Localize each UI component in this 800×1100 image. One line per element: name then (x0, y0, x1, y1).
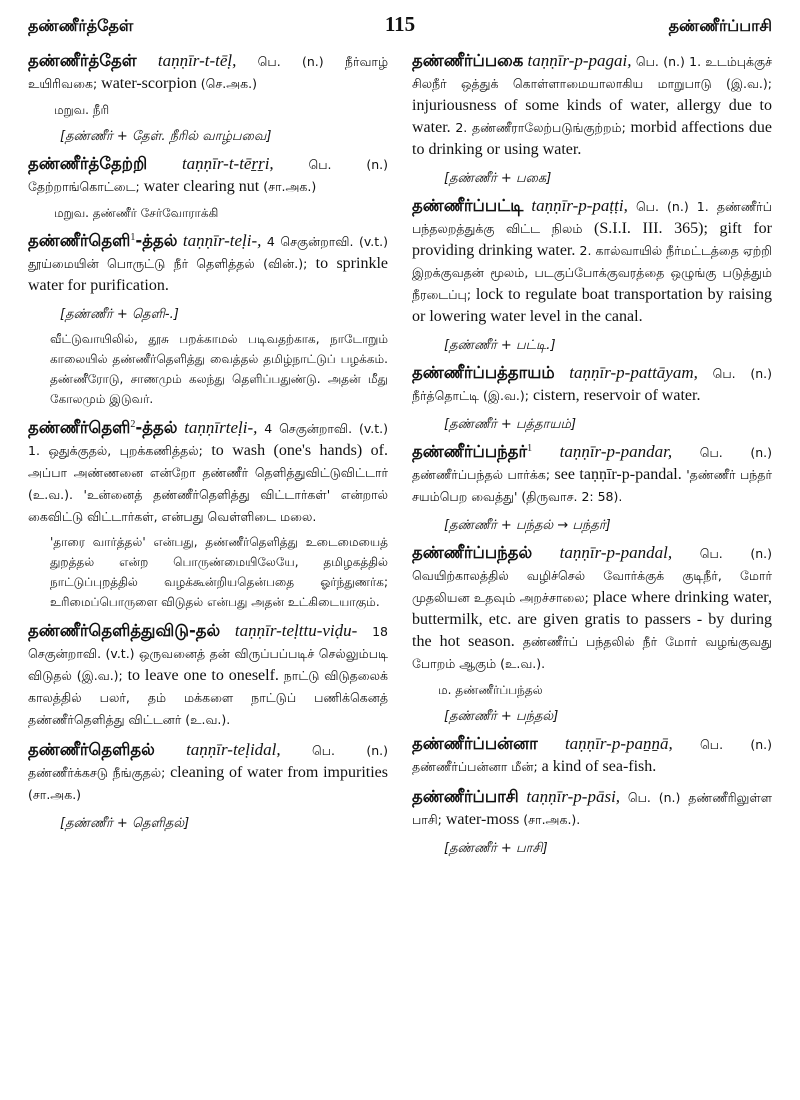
headword-suffix: -த்தல் (135, 231, 178, 250)
transliteration: taṇṇīr-p-pagai, (527, 51, 632, 70)
english-gloss: water-scorpion (101, 75, 201, 92)
etymology: [தண்ணீர் + தெளி-.] (60, 307, 179, 322)
headword: தண்ணீர்ப்பட்டி (412, 196, 524, 215)
headword: தண்ணீர்ப்பன்னா (412, 734, 538, 753)
etymology: [தண்ணீர் + பட்டி.] (444, 338, 556, 353)
dictionary-entry (28, 417, 388, 612)
headword: தண்ணீர்ப்பத்தாயம் (412, 363, 555, 382)
headword-suffix: -த்தல் (135, 418, 178, 437)
variant-form: ம. தண்ணீர்ப்பந்தல் (438, 683, 543, 697)
etymology: [தண்ணீர் + தெளிதல்] (60, 816, 190, 831)
headword: தண்ணீர்தெளித்துவிடு-தல் (28, 621, 221, 640)
dictionary-entry (28, 50, 388, 145)
homonym-number: 1 (527, 442, 533, 454)
usage-note: 'தாரை வார்த்தல்' என்பது, தண்ணீர்தெளித்து உடைமையைத் துறத்தல் என்ற பொருண்மையிலேயே, தமிழகத்தில் நாட்டுப்புறத்தில் வழக்கூன்றியதென்பதை ஓர்ந்துணர்க; உரிமைப்பொருளை விடுதல் என்பது அதன் உட்கிடையாகும். (50, 535, 388, 609)
dictionary-entry (28, 153, 388, 222)
tamil-text: (சா.அக.). (523, 812, 581, 827)
english-gloss: lock to regulate boat transportation by raising or lowering water level in the canal. (412, 286, 773, 325)
entry-definition (28, 417, 388, 528)
english-gloss: water-moss (445, 811, 524, 828)
tamil-text: தண்ணீர்ப் பந்தலில் நீர் மோர் வழங்குவது போறம் ஆகும் (உ.வ.). (412, 634, 773, 671)
tamil-text: பெ. (n.) தண்ணீரிலுள்ள பாசி; (412, 790, 772, 827)
dictionary-entry (412, 50, 772, 187)
english-gloss: water clearing nut (143, 178, 264, 195)
english-gloss: (S.I.I. III. 365); gift for providing drinking water. (412, 220, 773, 259)
transliteration: taṇṇīr-t-tēṟṟi, (181, 154, 274, 173)
transliteration: taṇṇīr-p-pattāyam, (569, 363, 698, 382)
tamil-text: 18 செகுன்றாவி. (v.t.) ஒருவனைத் தன் விருப்பப்படிச் செல்லும்படி விடுதல் (இ.வ.); (28, 624, 388, 683)
running-head-left: தண்ணீர்த்தேள் (28, 16, 134, 35)
transliteration: taṇṇīr-t-tēḷ, (157, 51, 237, 70)
transliteration: taṇṇīr-teḷi-, (182, 231, 262, 250)
tamil-text: பெ. (n.) 1. உடம்புக்குச் சிலநீர் ஒத்துக் கொள்ளாமையாலாகிய மாறுபாடு (இ.வ.); (412, 54, 773, 91)
entry-definition (28, 739, 388, 806)
etymology: [தண்ணீர் + பந்தல் → பந்தர்] (444, 518, 611, 533)
tamil-text: 4 செகுன்றாவி. (v.t.) தூய்மையின் பொருட்டு நீர் தெளித்தல் (வின்.); (28, 234, 388, 271)
dictionary-entry (412, 362, 772, 433)
tamil-text: பெ. (n.) வெயிற்காலத்தில் வழிச்செல் வோர்க்குக் குடிநீர், மோர் முதலியன உதவும் அறச்சாலை; (412, 546, 773, 605)
tamil-text: பெ. (n.) தண்ணீர்ப்பந்தல் பார்க்க; (412, 445, 772, 482)
etymology: [தண்ணீர் + தேள். நீரில் வாழ்பவை] (60, 129, 272, 144)
dictionary-entry (412, 441, 772, 534)
entry-definition (412, 50, 772, 161)
dictionary-entry (412, 733, 772, 778)
tamil-text: அப்பா அண்ணனை என்றோ தண்ணீர் தெளித்துவிட்டுவிட்டார் (உ.வ.). 'உன்னைத் தண்ணீர்தெளித்து விட்டார்கள்' என்றால் கைவிட்டு விட்டார்கள், என்பது வெள்ளிடை மலை. (28, 465, 388, 524)
dictionary-entry (412, 542, 772, 725)
homonym-number: 2 (130, 418, 136, 430)
page-number: 115 (384, 12, 416, 36)
transliteration: taṇṇīr-p-paṉṉā, (564, 734, 673, 753)
tamil-text: 2. கால்வாயில் நீர்மட்டத்தை ஏற்றி இறக்குவதன் மூலம், படகுப்போக்குவரத்தை ஒழுங்கு படுத்தும் நீரடைப்பு; (412, 243, 772, 302)
headword: தண்ணீர்ப்பகை (412, 51, 524, 70)
transliteration: taṇṇīr-p-pandar, (559, 442, 673, 461)
entry-definition (28, 50, 388, 95)
headword: தண்ணீர்த்தேற்றி (28, 154, 148, 173)
page-header (28, 12, 772, 42)
transliteration: taṇṇīr-teḷttu-viḍu- (234, 621, 358, 640)
headword: தண்ணீர்தெளி (28, 231, 131, 250)
headword: தண்ணீர்ப்பந்தர் (412, 442, 528, 461)
english-gloss: cleaning of water from impurities (170, 764, 388, 781)
transliteration: taṇṇīr-p-pāsi, (526, 787, 621, 806)
entry-definition (28, 153, 388, 198)
english-gloss: morbid affections due to drinking or using water. (412, 119, 772, 158)
english-gloss: to leave one to oneself. (127, 667, 284, 684)
english-gloss: injuriousness of some kinds of water, allergy due to water. (412, 97, 772, 136)
entry-definition (412, 195, 772, 328)
tamil-text: 4 செகுன்றாவி. (v.t.) 1. ஒதுக்குதல், புறக்கணித்தல்; (28, 421, 388, 458)
dictionary-entry (28, 230, 388, 409)
headword: தண்ணீர்ப்பந்தல் (412, 543, 533, 562)
entry-definition (28, 230, 388, 297)
tamil-text: பெ. (n.) தண்ணீர்ப்பன்னா மீன்; (412, 737, 772, 774)
transliteration: taṇṇīrteḷi-, (184, 418, 258, 437)
entry-definition (412, 786, 772, 831)
transliteration: taṇṇīr-teḷidal, (186, 740, 281, 759)
usage-note: வீட்டுவாயிலில், தூசு பறக்காமல் படிவதற்காக, நாடோறும் காலையில் தண்ணீர்தெளித்து வைத்தல் தமிழ்நாட்டுப் பழக்கம். தண்ணீரோடு, சாணமும் கலந்து தெளிப்பதுண்டு. அதன் மீது கோலமும் இடுவர். (50, 332, 388, 406)
tamil-text: 'தண்ணீர் பந்தர் சயம்பெற வைத்து' (திருவாச. 2: 58). (412, 467, 773, 504)
etymology: [தண்ணீர் + பாசி] (444, 841, 548, 856)
tamil-text: பெ. (n.) தண்ணீர்க்கசடு நீங்குதல்; (28, 743, 388, 780)
running-head-right: தண்ணீர்ப்பாசி (668, 16, 772, 35)
english-gloss: place where drinking water, buttermilk, etc. are given gratis to passers - by during the hot season. (412, 589, 772, 650)
dictionary-entry (412, 195, 772, 354)
headword: தண்ணீர்ப்பாசி (412, 787, 519, 806)
tamil-text: 2. தண்ணீராலேற்படுங்குற்றம்; (455, 120, 631, 135)
english-gloss: to wash (one's hands) of. (211, 442, 388, 459)
entry-definition (412, 542, 772, 675)
tamil-text: பெ. (n.) நீர்த்தொட்டி (இ.வ.); (412, 366, 772, 403)
tamil-text: (செ.அக.) (200, 76, 258, 91)
etymology: [தண்ணீர் + பத்தாயம்] (444, 417, 577, 432)
entry-definition (28, 620, 388, 731)
english-gloss: cistern, reservoir of water. (532, 387, 701, 404)
variant-form: மறுவ. நீரி (54, 103, 110, 117)
homonym-number: 1 (130, 231, 136, 243)
entry-definition (412, 362, 772, 407)
transliteration: taṇṇīr-p-pandal, (559, 543, 673, 562)
left-column (28, 50, 388, 840)
dictionary-entry (28, 620, 388, 731)
english-gloss: see taṇṇīr-p-pandal. (554, 466, 687, 483)
english-gloss: to sprinkle water for purification. (28, 255, 388, 294)
tamil-text: பெ. (n.) தேற்றாங்கொட்டை; (28, 157, 388, 194)
transliteration: taṇṇīr-p-paṭṭi, (531, 196, 628, 215)
headword: தண்ணீர்த்தேள் (28, 51, 137, 70)
variant-form: மறுவ. தண்ணீர் சேர்வோராக்கி (54, 206, 219, 220)
headword: தண்ணீர்தெளிதல் (28, 740, 155, 759)
entry-definition (412, 733, 772, 778)
tamil-text: நாட்டு விடுதலைக் காலத்தில் பலர், தம் மக்களை நாட்டுப் பணிக்கெனத் தண்ணீர்தெளித்து விட்டனர் (உ.வ.). (28, 668, 388, 727)
right-column (412, 50, 772, 865)
tamil-text: (சா.அக.) (28, 787, 82, 802)
headword: தண்ணீர்தெளி (28, 418, 131, 437)
entry-definition (412, 441, 772, 508)
tamil-text: பெ. (n.) நீர்வாழ் உயிரிவகை; (28, 54, 389, 91)
etymology: [தண்ணீர் + பந்தல்] (444, 709, 559, 724)
tamil-text: பெ. (n.) 1. தண்ணீர்ப் பந்தலறத்துக்கு விட்ட நிலம் (412, 199, 772, 236)
english-gloss: a kind of sea-fish. (541, 758, 657, 775)
dictionary-entry (28, 739, 388, 832)
dictionary-entry (412, 786, 772, 857)
tamil-text: (சா.அக.) (263, 179, 317, 194)
etymology: [தண்ணீர் + பகை] (444, 171, 552, 186)
